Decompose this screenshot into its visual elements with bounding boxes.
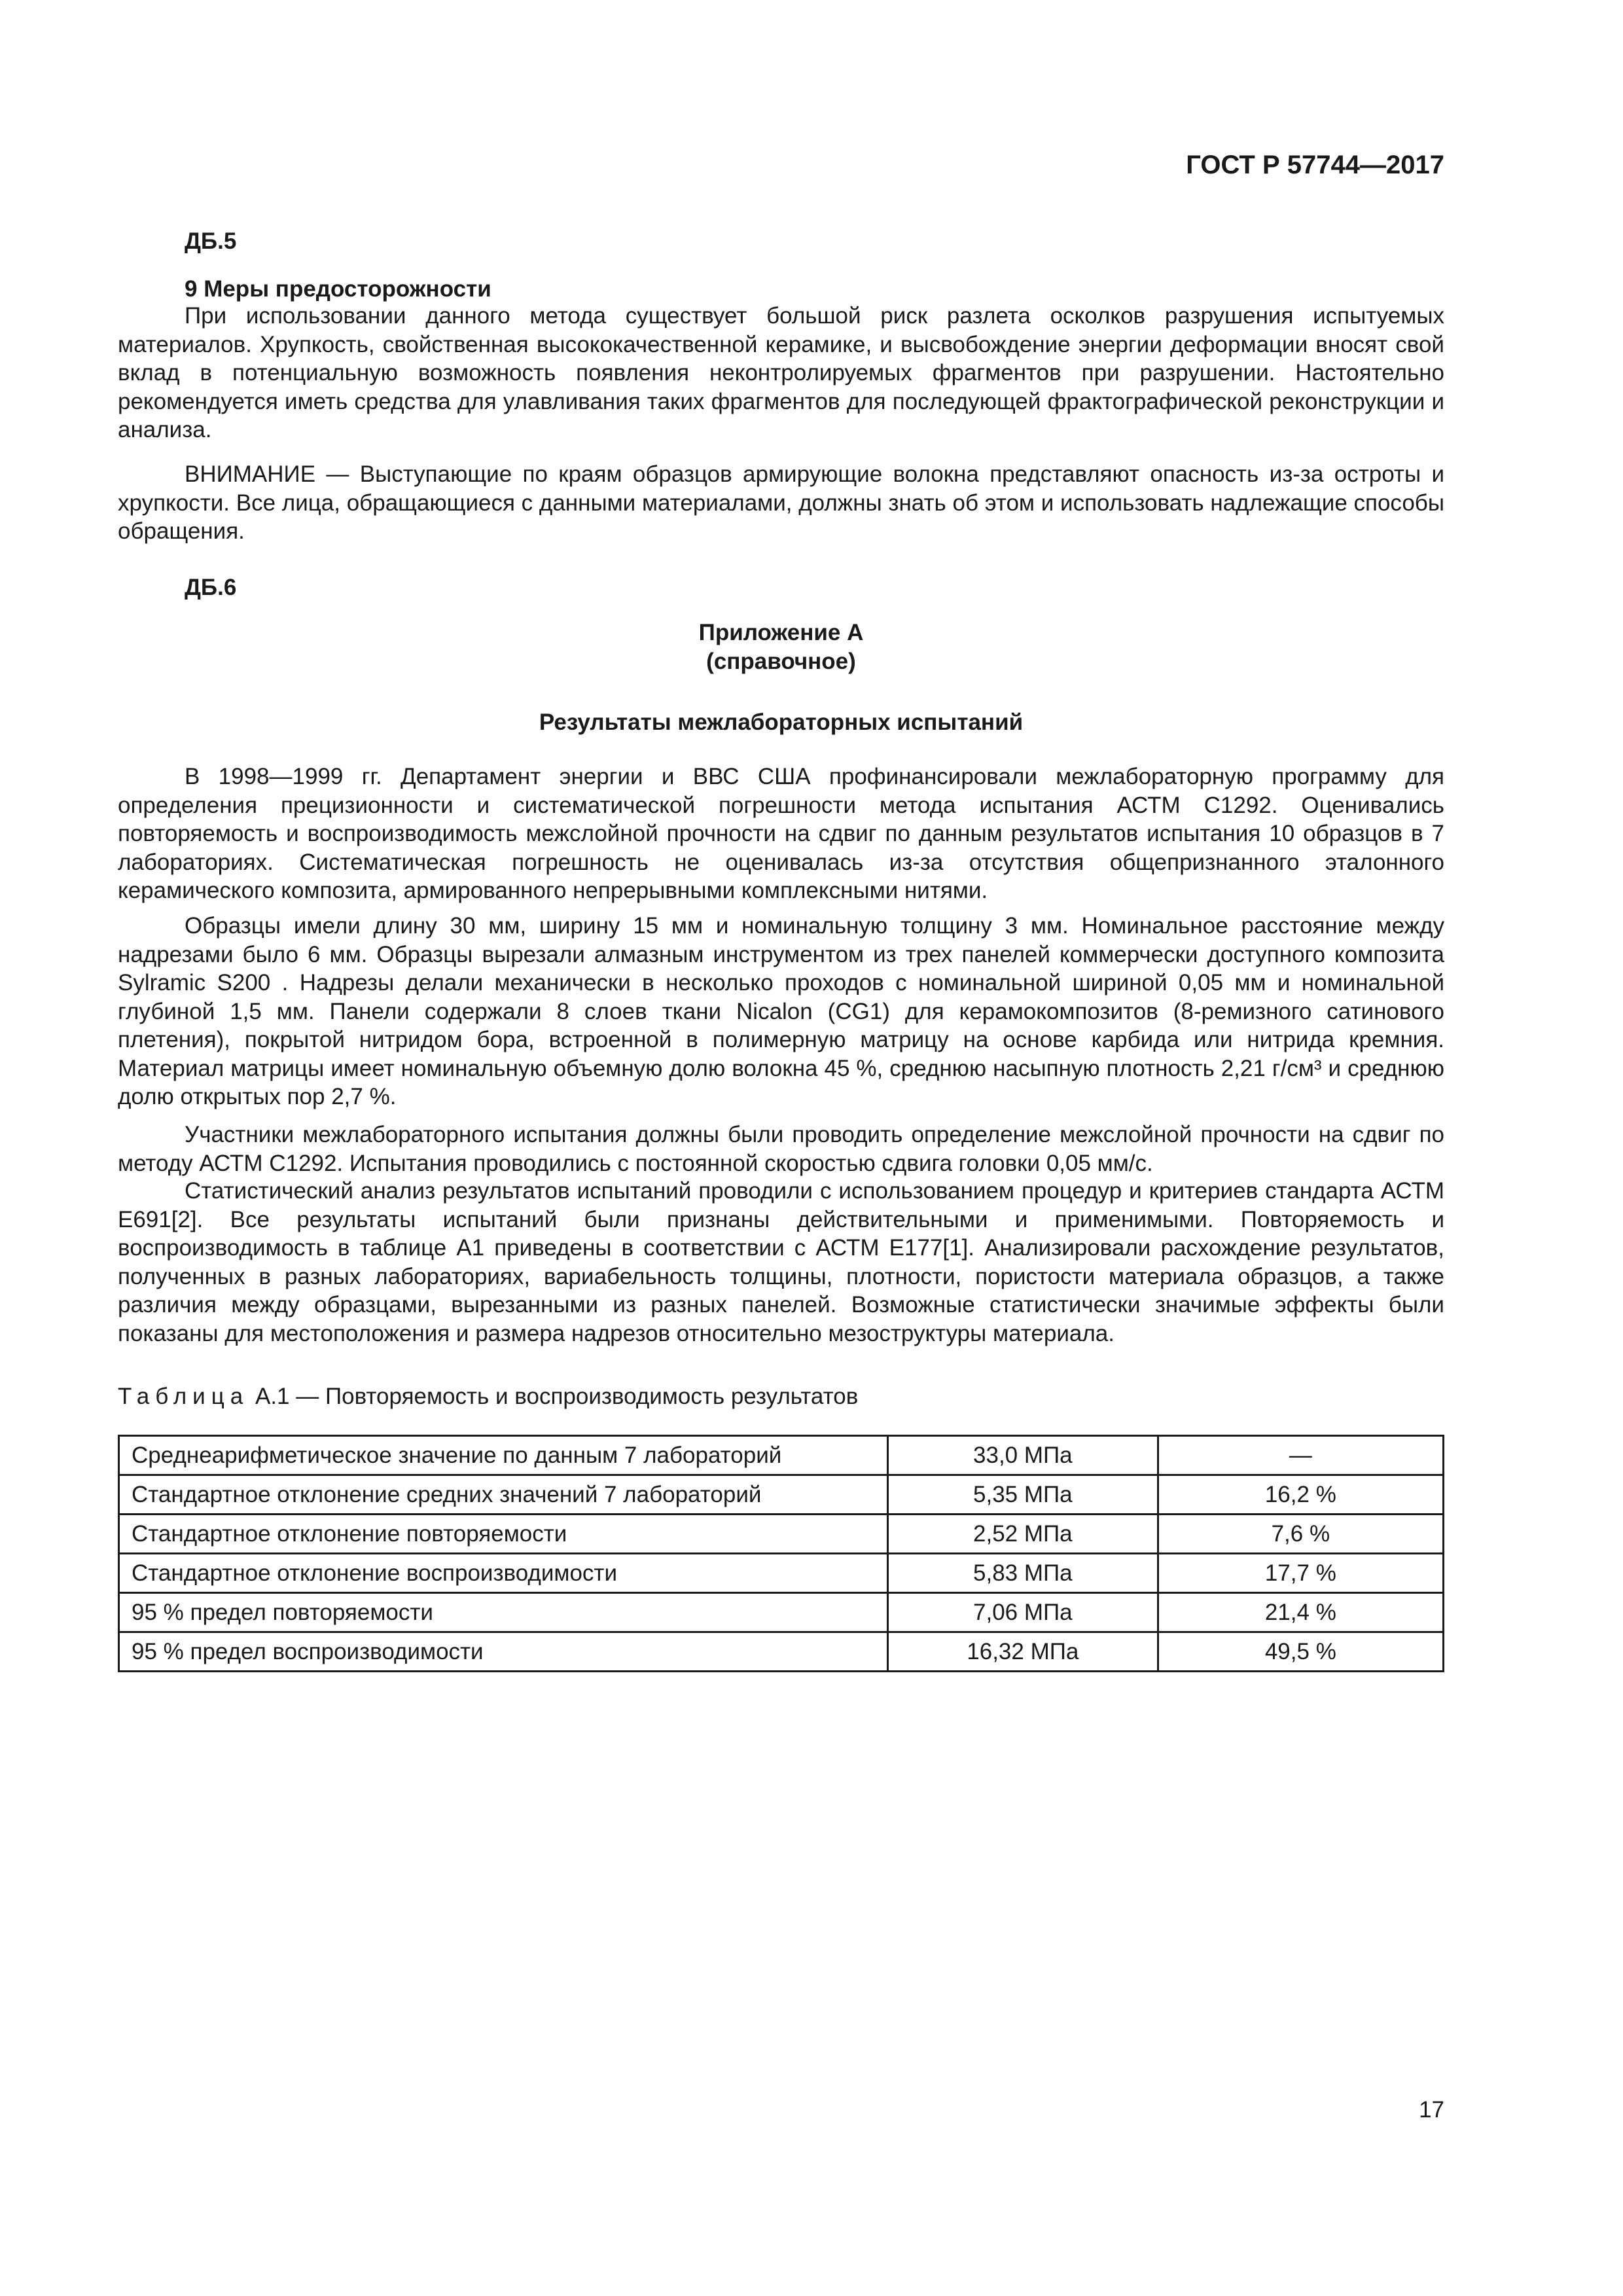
section-title-precautions: 9 Меры предосторожности: [185, 276, 491, 302]
table-cell-percent: 7,6 %: [1158, 1515, 1443, 1554]
table-cell-value: 16,32 МПа: [888, 1632, 1158, 1672]
table-cell-percent: —: [1158, 1436, 1443, 1475]
table-cell-percent: 17,7 %: [1158, 1554, 1443, 1593]
section-label-db6: ДБ.6: [185, 575, 237, 600]
section-label-db5: ДБ.5: [185, 228, 237, 254]
table-cell-value: 5,83 МПа: [888, 1554, 1158, 1593]
table-caption-prefix: Таблица: [118, 1384, 249, 1409]
table-row: [119, 1475, 1444, 1515]
table-row: [119, 1436, 1444, 1475]
table-cell-parameter: Среднеарифметическое значение по данным 7 лабораторий: [119, 1436, 888, 1475]
table-cell-percent: 16,2 %: [1158, 1475, 1443, 1515]
paragraph-warning: ВНИМАНИЕ — Выступающие по краям образцов армирующие волокна представляют опасность из-за остроты и хрупкости. Все лица, обращающиеся с данными материалами, должны знать об этом и использовать надлежащие способы обращения.: [118, 461, 1444, 544]
table-caption: [118, 1382, 858, 1411]
annex-subject: Результаты межлабораторных испытаний: [539, 709, 1024, 735]
table-row: [119, 1554, 1444, 1593]
table-row: [119, 1515, 1444, 1554]
table-cell-parameter: Стандартное отклонение повторяемости: [119, 1515, 888, 1554]
page-number: 17: [1419, 2097, 1444, 2123]
table-cell-value: 33,0 МПа: [888, 1436, 1158, 1475]
paragraph-specimens: Образцы имели длину 30 мм, ширину 15 мм и номинальную толщину 3 мм. Номинальное расстояние между надрезами было 6 мм. Образцы вырезали алмазным инструментом из трех панелей коммерчески доступного композита Sylramic S200 . Надрезы делали механически в несколько проходов с номинальной шириной 0,05 мм и номинальной глубиной 1,5 мм. Панели содержали 8 слоев ткани Nicalon (CG1) для керамокомпозитов (8-ремизного сатинового плетения), покрытой нитридом бора, встроенной в полимерную матрицу на основе карбида или нитрида кремния. Материал матрицы имеет номинальную объемную долю волокна 45 %, среднюю насыпную плотность 2,21 г/см³ и среднюю долю открытых пор 2,7 %.: [118, 913, 1444, 1109]
annex-type: (справочное): [706, 648, 856, 674]
table-cell-value: 7,06 МПа: [888, 1593, 1158, 1632]
table-cell-parameter: Стандартное отклонение средних значений 7 лабораторий: [119, 1475, 888, 1515]
annex-heading: [118, 619, 1444, 675]
annex-title: Приложение А: [698, 620, 864, 645]
table-cell-parameter: 95 % предел повторяемости: [119, 1593, 888, 1632]
table-row: [119, 1593, 1444, 1632]
table-row: [119, 1632, 1444, 1672]
paragraph-participants: Участники межлабораторного испытания должны были проводить определение межслойной прочности на сдвиг по методу АСТМ С1292. Испытания проводились с постоянной скоростью сдвига головки 0,05 мм/с.: [118, 1122, 1444, 1176]
table-cell-parameter: Стандартное отклонение воспроизводимости: [119, 1554, 888, 1593]
table-cell-parameter: 95 % предел воспроизводимости: [119, 1632, 888, 1672]
paragraph-precautions: При использовании данного метода существует большой риск разлета осколков разрушения испытуемых материалов. Хрупкость, свойственная высококачественной керамике, и высвобождение энергии деформации вносят свой вклад в потенциальную возможность появления неконтролируемых фрагментов при разрушении. Настоятельно рекомендуется иметь средства для улавливания таких фрагментов для последующей фрактографической реконструкции и анализа.: [118, 303, 1444, 442]
table-cell-value: 2,52 МПа: [888, 1515, 1158, 1554]
standard-number: ГОСТ Р 57744—2017: [1186, 151, 1444, 179]
table-caption-text: А.1 — Повторяемость и воспроизводимость результатов: [255, 1384, 859, 1409]
table-cell-value: 5,35 МПа: [888, 1475, 1158, 1515]
paragraph-program: В 1998—1999 гг. Департамент энергии и ВВС США профинансировали межлабораторную программу для определения прецизионности и систематической погрешности метода испытания АСТМ С1292. Оценивались повторяемость и воспроизводимость межслойной прочности на сдвиг по данным результатов испытания 10 образцов в 7 лабораториях. Систематическая погрешность не оценивалась из-за отсутствия общепризнанного эталонного керамического композита, армированного непрерывными комплексными нитями.: [118, 764, 1444, 903]
results-table: [118, 1435, 1444, 1672]
table-cell-percent: 21,4 %: [1158, 1593, 1443, 1632]
paragraph-statistics: Статистический анализ результатов испытаний проводили с использованием процедур и критериев стандарта АСТМ Е691[2]. Все результаты испытаний были признаны действительными и применимыми. Повторяемость и воспроизводимость в таблице А1 приведены в соответствии с АСТМ Е177[1]. Анализировали расхождение результатов, полученных в разных лабораториях, вариабельность толщины, плотности, пористости материала образцов, а также различия между образцами, вырезанными из разных панелей. Возможные статистически значимые эффекты были показаны для местоположения и размера надрезов относительно мезоструктуры материала.: [118, 1178, 1444, 1346]
table-cell-percent: 49,5 %: [1158, 1632, 1443, 1672]
